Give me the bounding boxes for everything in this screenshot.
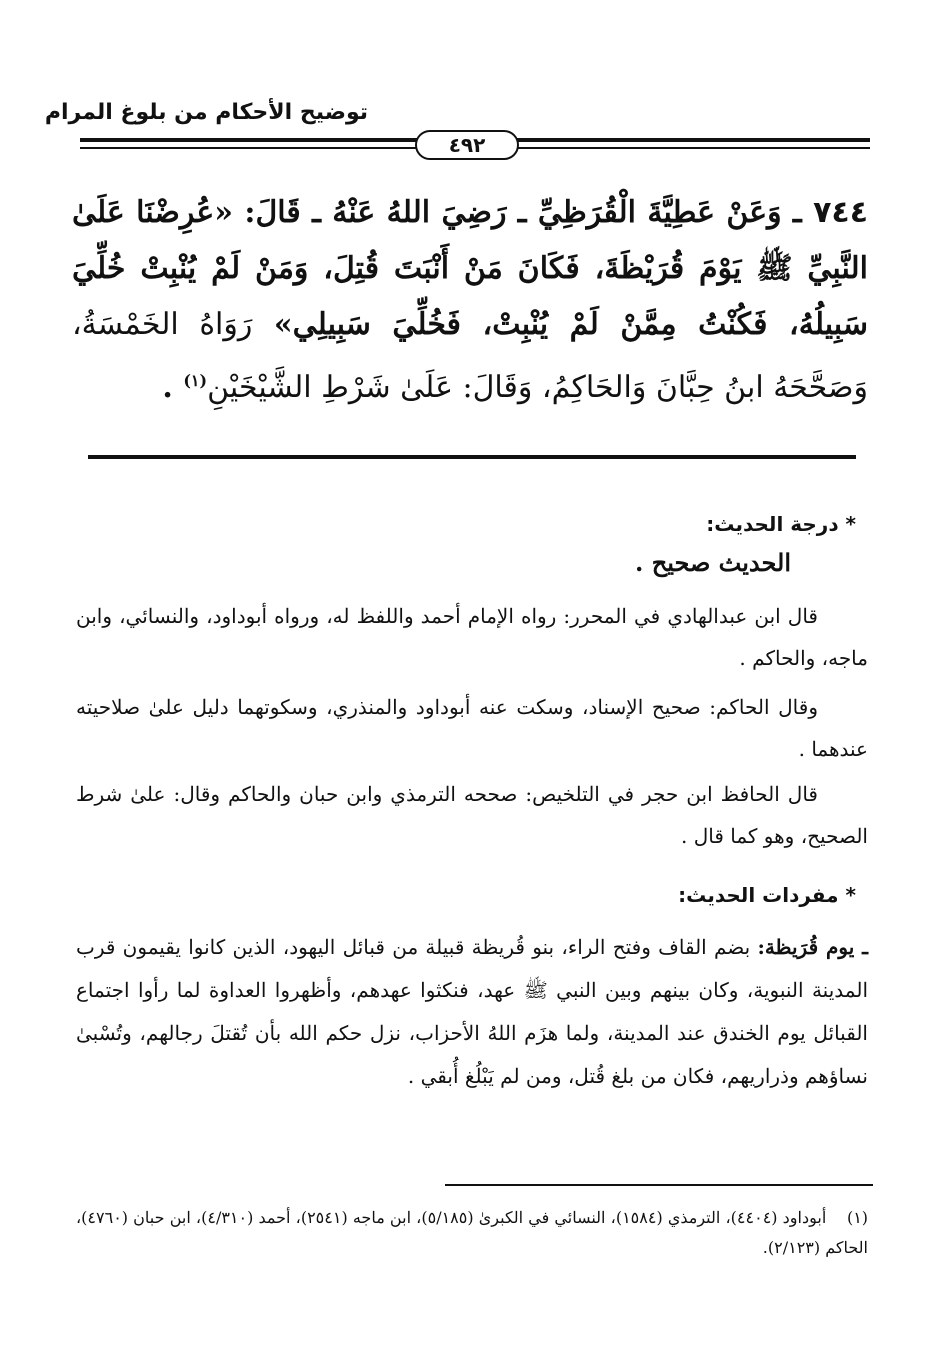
section-divider	[88, 455, 856, 459]
hadith-reference: رَوَاهُ الخَمْسَةُ، وَصَحَّحَهُ ابنُ حِبَّانَ وَالحَاكِمُ، وَقَالَ: عَلَىٰ شَرْطِ الشَّيْخَيْنِ	[72, 307, 868, 405]
footnote-number: (١)	[846, 1208, 869, 1227]
hadith-text	[72, 185, 868, 416]
paragraph-text: قال ابن عبدالهادي في المحرر: رواه الإمام أحمد واللفظ له، ورواه أبوداود، والنسائي، وابن ماجه، والحاكم .	[76, 604, 868, 670]
paragraph	[76, 773, 868, 857]
running-title: توضيح الأحكام من بلوغ المرام	[44, 100, 368, 125]
hadith-dash: ـ	[781, 195, 802, 230]
footnote-text: أبوداود (٤٤٠٤)، الترمذي (١٥٨٤)، النسائي في الكبرىٰ (٥/١٨٥)، ابن ماجه (٢٥٤١)، أحمد (٤/٣١٠)، ابن حبان (٤٧٦٠)، الحاكم (٢/١٢٣).	[76, 1208, 868, 1257]
paragraph	[76, 595, 868, 679]
vocab-entry	[76, 926, 868, 1098]
footnote	[76, 1203, 868, 1263]
hadith-end: .	[162, 370, 173, 405]
grade-text: الحديث صحيح .	[635, 548, 791, 577]
grade-heading: * درجة الحديث:	[706, 512, 856, 536]
paragraph	[76, 686, 868, 770]
vocab-heading: * مفردات الحديث:	[678, 883, 856, 907]
hadith-narrator: وَعَنْ عَطِيَّةَ الْقُرَظِيِّ ـ رَضِيَ اللهُ عَنْهُ ـ قَالَ:	[244, 195, 782, 230]
hadith-number: ٧٤٤	[813, 195, 869, 230]
vocab-text: بضم القاف وفتح الراء، بنو قُريظة قبيلة من قبائل اليهود، الذين كانوا يقيمون قرب المدينة النبوية، وكان بينهم وبين النبي ﷺ عهد، فنكثوا عهدهم، وأظهروا العداوة لما رأوا اجتماع القبائل يوم الخندق عند المدينة، ولما هزَم اللهُ الأحزاب، نزل حكم الله بأن تُقتلَ رجالهم، وتُسْبىٰ نساؤهم وذراريهم، فكان من بلغ قُتل، ومن لم يَبْلُغ أُبقي .	[76, 935, 868, 1088]
header-rule	[80, 130, 870, 160]
paragraph-text: قال الحافظ ابن حجر في التلخيص: صححه الترمذي وابن حبان والحاكم وقال: علىٰ شرط الصحيح، وهو كما قال .	[76, 782, 868, 848]
footnote-marker[interactable]: (١)	[183, 371, 208, 390]
paragraph-text: وقال الحاكم: صحيح الإسناد، وسكت عنه أبوداود والمنذري، وسكوتهما دليل علىٰ صلاحيته عندهما .	[76, 695, 868, 761]
page-number: ٤٩٢	[415, 130, 519, 160]
vocab-term: ـ يوم قُرَيظة:	[757, 935, 868, 959]
hadith-body: «عُرِضْنَا عَلَىٰ النَّبِيِّ ﷺ يَوْمَ قُرَيْظَةَ، فَكَانَ مَنْ أَنْبَتَ قُتِلَ، وَمَنْ لَمْ يُنْبِتْ خُلِّيَ سَبِيلُهُ، فَكُنْتُ مِمَّنْ لَمْ يُنْبِتْ، فَخُلِّيَ سَبِيلِي»	[72, 195, 868, 342]
footnote-rule	[445, 1184, 873, 1186]
